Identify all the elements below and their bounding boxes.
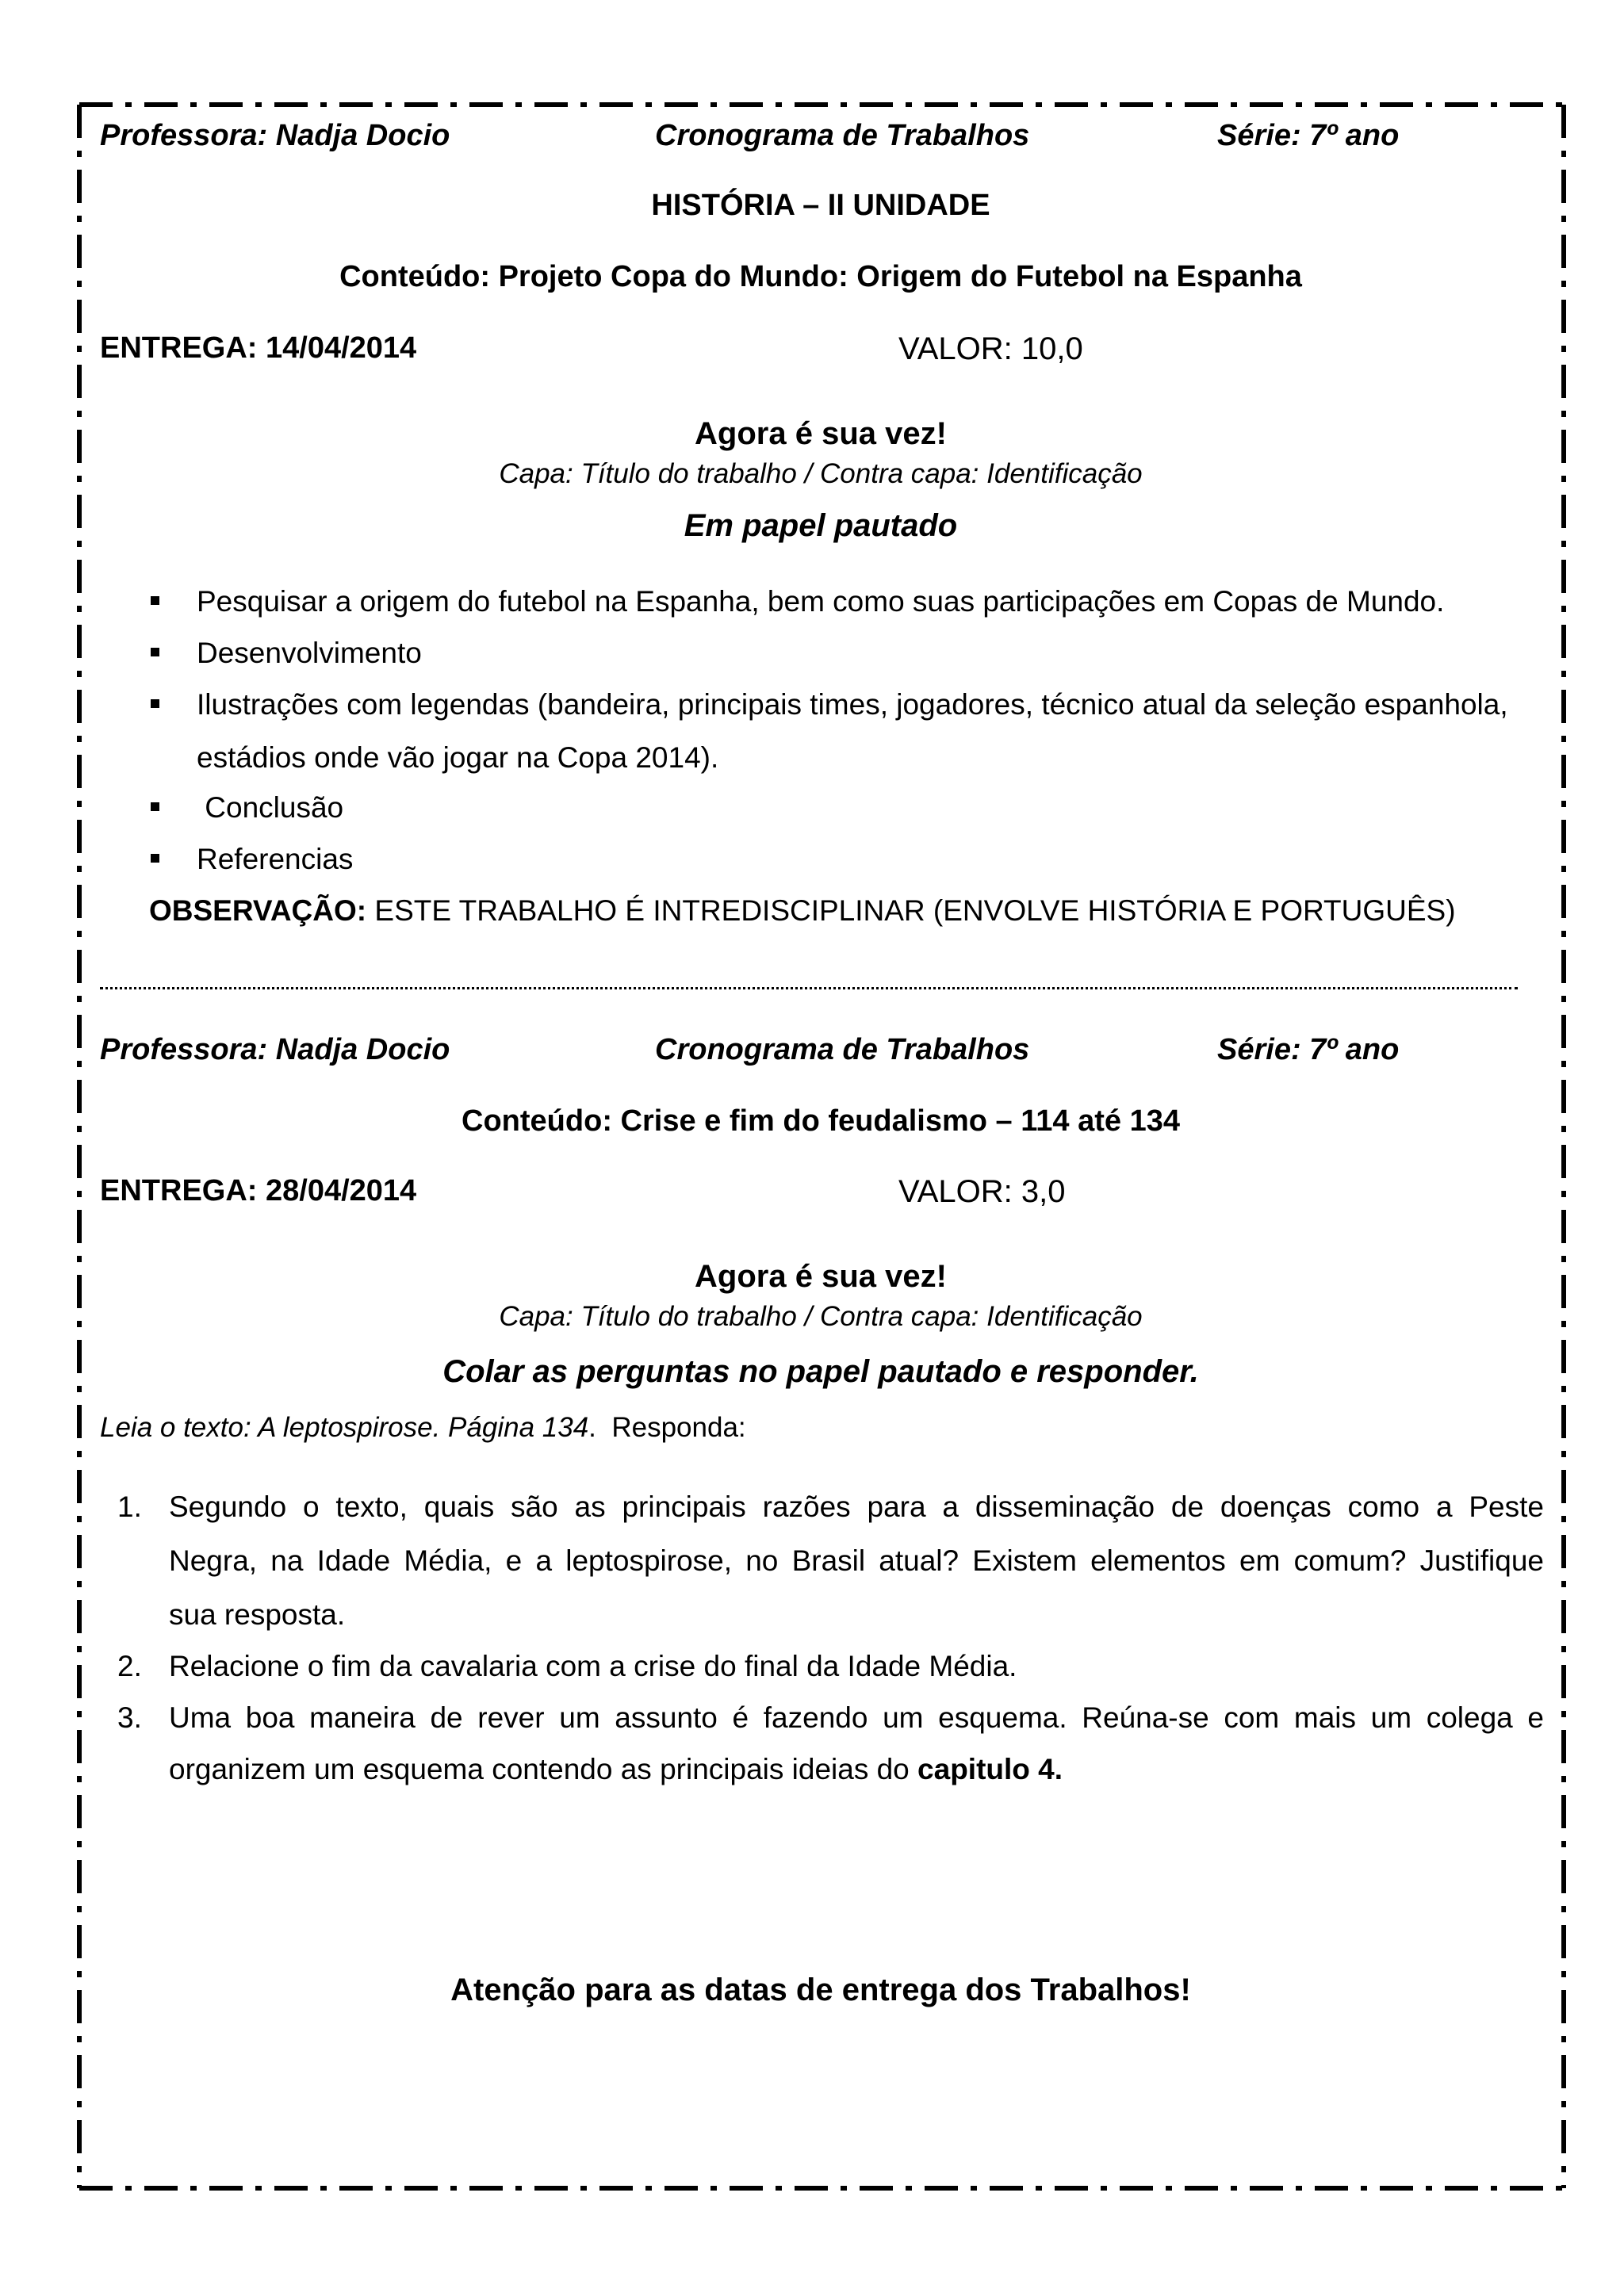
chapter-reference: capitulo 4.: [917, 1753, 1063, 1785]
reading-suffix: . Responda:: [588, 1412, 746, 1443]
list-item-continuation: estádios onde vão jogar na Copa 2014).: [197, 741, 719, 774]
schedule-title: Cronograma de Trabalhos: [655, 119, 1030, 152]
grade-label: Série: 7º ano: [1217, 119, 1400, 152]
cover-instruction: Capa: Título do trabalho / Contra capa: Identificação: [499, 458, 1143, 489]
value-label: VALOR: 10,0: [898, 331, 1083, 366]
list-item: Referencias: [197, 843, 354, 875]
cover-instruction: Capa: Título do trabalho / Contra capa: Identificação: [499, 1301, 1143, 1332]
content-heading: Conteúdo: Crise e fim do feudalismo – 114 até 134: [462, 1104, 1180, 1138]
your-turn-heading: Agora é sua vez!: [695, 1259, 947, 1294]
teacher-name: Professora: Nadja Docio: [100, 1033, 450, 1066]
bullet-icon: [151, 699, 159, 708]
list-item: Pesquisar a origem do futebol na Espanha, bem como suas participações em Copas de Mundo.: [197, 585, 1445, 618]
subject-heading: HISTÓRIA – II UNIDADE: [651, 189, 990, 222]
question-text: Relacione o fim da cavalaria com a crise do final da Idade Média.: [169, 1650, 1017, 1682]
question-number: 1.: [117, 1490, 142, 1523]
reading-reference: Leia o texto: A leptospirose. Página 134: [100, 1412, 589, 1443]
bullet-icon: [151, 648, 159, 656]
grade-label: Série: 7º ano: [1217, 1033, 1400, 1066]
question-text: [169, 1755, 1063, 1784]
paper-instruction: Em papel pautado: [684, 508, 958, 543]
question-text: sua resposta.: [169, 1598, 346, 1631]
list-item: Desenvolvimento: [197, 637, 422, 669]
bullet-icon: [151, 854, 159, 863]
schedule-title: Cronograma de Trabalhos: [655, 1033, 1030, 1066]
content-heading: Conteúdo: Projeto Copa do Mundo: Origem do Futebol na Espanha: [339, 260, 1302, 293]
observation-label: OBSERVAÇÃO:: [149, 894, 367, 927]
bullet-icon: [151, 596, 159, 605]
footer-notice: Atenção para as datas de entrega dos Trabalhos!: [450, 1973, 1191, 2007]
your-turn-heading: Agora é sua vez!: [695, 416, 947, 451]
question-text: Negra, na Idade Média, e a leptospirose, no Brasil atual? Existem elementos em comum? Justifique: [169, 1544, 1544, 1577]
reading-instruction: [100, 1414, 746, 1441]
separator-dotted-line: [100, 987, 1518, 989]
value-label: VALOR: 3,0: [898, 1174, 1066, 1209]
list-item: Conclusão: [197, 791, 344, 824]
observation: [149, 896, 1456, 925]
question-number: 3.: [117, 1701, 142, 1734]
paste-instruction: Colar as perguntas no papel pautado e responder.: [442, 1354, 1199, 1389]
bullet-icon: [151, 802, 159, 811]
delivery-date: ENTREGA: 14/04/2014: [100, 331, 417, 365]
observation-text: ESTE TRABALHO É INTREDISCIPLINAR (ENVOLVE HISTÓRIA E PORTUGUÊS): [374, 894, 1456, 927]
teacher-name: Professora: Nadja Docio: [100, 119, 450, 152]
question-number: 2.: [117, 1650, 142, 1682]
question-text: Uma boa maneira de rever um assunto é fazendo um esquema. Reúna-se com mais um colega e: [169, 1701, 1544, 1734]
question-text: Segundo o texto, quais são as principais razões para a disseminação de doenças como a Peste: [169, 1490, 1544, 1523]
delivery-date: ENTREGA: 28/04/2014: [100, 1174, 417, 1207]
list-item: Ilustrações com legendas (bandeira, principais times, jogadores, técnico atual da seleção espanhola,: [197, 688, 1508, 721]
question-text-start: organizem um esquema contendo as principais ideias do: [169, 1753, 918, 1785]
